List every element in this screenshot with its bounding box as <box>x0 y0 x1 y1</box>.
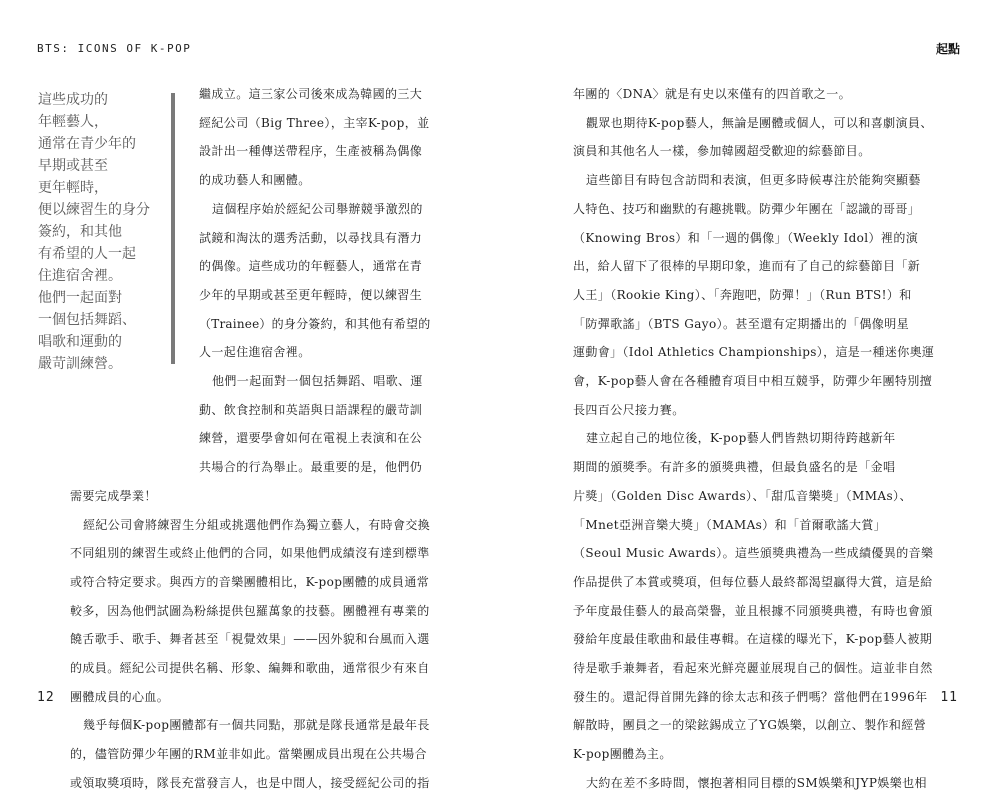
body-text-line: 繼成立。這三家公司後來成為韓國的三大 <box>199 87 423 101</box>
body-text-line: 不同組別的練習生或終止他們的合同，如果他們成績沒有達到標準 <box>70 546 430 561</box>
right-page <box>500 0 1000 790</box>
pull-quote-line: 簽約，和其他 <box>38 224 122 240</box>
body-text-line: 的成功藝人和團體。 <box>199 173 311 188</box>
body-text-line: 「Mnet亞洲音樂大獎」（MAMAs）和「首爾歌謠大賞」 <box>573 517 887 532</box>
body-text-line: 少年的早期或甚至更年輕時，便以練習生 <box>199 287 423 302</box>
page-number-left: 12 <box>37 690 55 705</box>
body-text-line: 「防彈歌謠」（BTS Gayo）。甚至還有定期播出的「偶像明星 <box>573 316 910 331</box>
body-text-line: 經紀公司（Big Three），主宰K-pop，並 <box>199 115 430 130</box>
body-text-line: 長四百公尺接力賽。 <box>573 402 685 417</box>
body-text-line: 發給年度最佳歌曲和最佳專輯。在這樣的曝光下，K-pop藝人被期 <box>573 632 933 647</box>
body-text-line: 或符合特定要求。與西方的音樂團體相比，K-pop團體的成員通常 <box>70 574 430 589</box>
pull-quote-line: 通常在青少年的 <box>38 136 136 152</box>
body-text-line: 運動會」（Idol Athletics Championships），這是一種迷你奧運 <box>573 345 935 360</box>
body-text-line: 的成員。經紀公司提供名稱、形象、編舞和歌曲，通常很少有來自 <box>70 661 430 675</box>
body-text-line: 演員和其他名人一樣，參加韓國超受歡迎的綜藝節目。 <box>573 144 871 159</box>
body-text-line: 的，儘管防彈少年團的RM並非如此。當樂團成員出現在公共場合 <box>70 747 427 762</box>
body-text-line: 年團的〈DNA〉就是有史以來僅有的四首歌之一。 <box>573 87 851 101</box>
pull-quote-line: 更年輕時， <box>38 180 108 196</box>
body-text-line: （Knowing Bros）和「一週的偶像」（Weekly Idol）裡的演 <box>573 230 919 245</box>
pull-quote-line: 唱歌和運動的 <box>38 334 122 350</box>
pull-quote-line: 一個包括舞蹈、 <box>38 312 136 328</box>
pull-quote-line: 他們一起面對 <box>38 290 122 306</box>
running-head-chapter: 起點 <box>935 42 960 56</box>
pull-quote-line: 這些成功的 <box>38 92 108 108</box>
pull-quote-line: 年輕藝人， <box>38 114 108 130</box>
body-text-line: 動、飲食控制和英語與日語課程的嚴苛訓 <box>199 402 423 417</box>
running-head-book-title: BTS: ICONS OF K-POP <box>37 42 192 55</box>
body-text-line: 予年度最佳藝人的最高榮譽，並且根據不同頒獎典禮，有時也會頒 <box>573 603 933 618</box>
body-text-line: 發生的。還記得首開先鋒的徐太志和孩子們嗎？當他們在1996年 <box>573 689 928 704</box>
body-text-line: 幾乎每個K-pop團體都有一個共同點，那就是隊長通常是最年長 <box>83 718 430 733</box>
body-text-line: 較多，因為他們試圖為粉絲提供包羅萬象的技藝。團體裡有專業的 <box>70 603 430 618</box>
body-text-line: 的偶像。這些成功的年輕藝人，通常在青 <box>199 259 423 274</box>
body-text-line: 建立起自己的地位後，K-pop藝人們皆熱切期待跨越新年 <box>586 431 896 446</box>
pull-quote-line: 有希望的人一起 <box>38 246 136 262</box>
body-text-line: （Trainee）的身分簽約，和其他有希望的 <box>199 316 431 331</box>
body-text-line: 這個程序始於經紀公司舉辦競爭激烈的 <box>212 201 423 216</box>
body-text-line: 會，K-pop藝人會在各種體育項目中相互競爭，防彈少年團特別擅 <box>573 374 933 388</box>
body-text-line: （Seoul Music Awards）。這些頒獎典禮為一些成績優異的音樂 <box>573 546 934 561</box>
body-text-line: 人特色、技巧和幽默的有趣挑戰。防彈少年團在「認識的哥哥」 <box>573 201 921 216</box>
body-text-line: K-pop團體為主。 <box>573 747 672 762</box>
body-text-line: 試鏡和淘汰的選秀活動，以尋找具有潛力 <box>199 230 423 245</box>
body-text-line: 待是歌手兼舞者，看起來光鮮亮麗並展現自己的個性。這並非自然 <box>573 661 933 675</box>
page-number-right: 11 <box>940 690 958 705</box>
pull-quote-rule <box>171 93 175 364</box>
body-text-line: 人一起住進宿舍裡。 <box>199 345 311 360</box>
body-text-line: 他們一起面對一個包括舞蹈、唱歌、運 <box>212 374 423 388</box>
pull-quote-line: 住進宿舍裡。 <box>38 268 122 284</box>
body-text-line: 期間的頒獎季。有許多的頒獎典禮，但最負盛名的是「金唱 <box>573 460 896 475</box>
body-text-line: 共場合的行為舉止。最重要的是，他們仍 <box>199 460 423 475</box>
body-text-line: 片獎」（Golden Disc Awards）、「甜瓜音樂獎」（MMAs）、 <box>573 488 912 503</box>
body-text-line: 大約在差不多時間，懷抱著相同目標的SM娛樂和JYP娛樂也相 <box>586 775 927 790</box>
pull-quote-line: 便以練習生的身分 <box>38 202 150 218</box>
pull-quote-line: 早期或甚至 <box>38 158 108 174</box>
body-text-line: 需要完成學業！ <box>70 488 157 503</box>
body-text-line: 解散時，團員之一的梁鉉錫成立了YG娛樂，以創立、製作和經營 <box>573 718 927 733</box>
body-text-line: 經紀公司會將練習生分組或挑選他們作為獨立藝人，有時會交換 <box>83 517 431 532</box>
body-text-line: 作品提供了本賞或獎項，但每位藝人最終都渴望贏得大賞，這是給 <box>573 574 933 589</box>
body-text-line: 這些節目有時包含訪問和表演，但更多時候專注於能夠突顯藝 <box>586 173 921 188</box>
body-text-line: 人王」（Rookie King）、「奔跑吧，防彈！」（Run BTS!）和 <box>573 287 912 302</box>
body-text-line: 練營，還要學會如何在電視上表演和在公 <box>199 431 423 446</box>
pull-quote <box>38 89 166 375</box>
body-text-line: 或領取獎項時，隊長充當發言人，也是中間人，接受經紀公司的指 <box>70 775 430 790</box>
body-text-line: 團體成員的心血。 <box>70 689 170 704</box>
body-text-line: 饒舌歌手、歌手、舞者甚至「視覺效果」——因外貌和台風而入選 <box>70 632 430 647</box>
body-text-line: 觀眾也期待K-pop藝人，無論是團體或個人，可以和喜劇演員、 <box>586 115 933 130</box>
pull-quote-line: 嚴苛訓練營。 <box>38 356 122 372</box>
body-text-line: 出，給人留下了很棒的早期印象，進而有了自己的綜藝節目「新 <box>573 259 921 274</box>
body-text-line: 設計出一種傳送帶程序，生產被稱為偶像 <box>199 144 423 159</box>
